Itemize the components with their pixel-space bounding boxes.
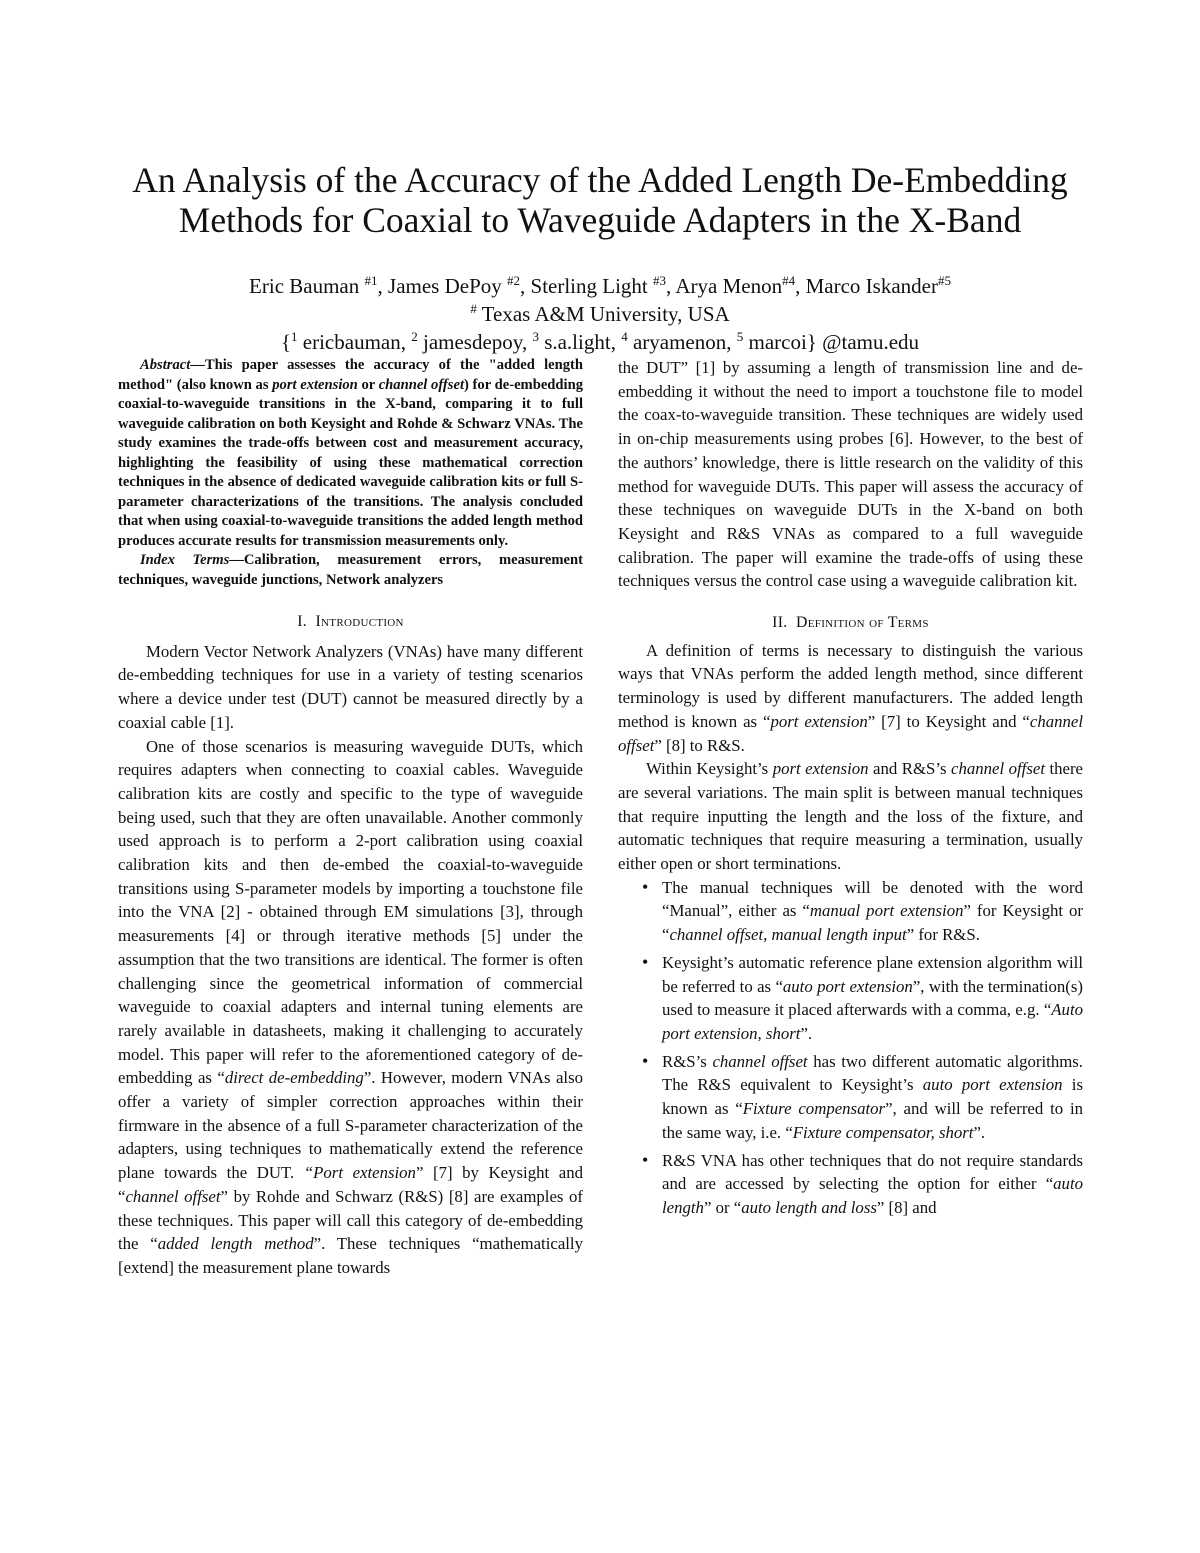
email-id: jamesdepoy [422, 330, 522, 354]
email-mark: 1 [291, 329, 298, 344]
text-run: Keysight’s automatic reference plane extension algorithm will be referred to as “ [662, 952, 1083, 996]
section-number: I. [297, 613, 307, 630]
text-run: has two different automatic algorithms. The R&S equivalent to Keysight’s [662, 1051, 1084, 1095]
italic-term: direct de-embedding [224, 1068, 364, 1088]
email-mark: 4 [621, 329, 628, 344]
author-mark: #5 [937, 273, 951, 288]
text-run: is known as “ [662, 1075, 1083, 1119]
section-title: Introduction [315, 613, 404, 630]
text-run: ”. [800, 1023, 813, 1043]
email-mark: 2 [411, 329, 418, 344]
italic-term: port extension [770, 711, 868, 731]
author-name: Sterling Light [530, 274, 654, 298]
text-run: ” for Keysight or “ [662, 901, 1083, 945]
italic-term: auto length [662, 1174, 1083, 1217]
text-run: R&S’s [662, 1051, 713, 1071]
author-mark: #3 [653, 273, 667, 288]
paragraph [118, 735, 583, 1280]
text-run: there are several variations. The main split is between manual techniques that require inputting the length and the loss of the fixture, and automatic techniques that require measuring a termination, usually either open or short terminations. [618, 759, 1084, 874]
right-column [618, 356, 1083, 1224]
author-name: James DePoy [388, 274, 508, 298]
italic-term: auto length and loss [741, 1197, 877, 1217]
text-run: ”. [973, 1122, 986, 1142]
author-emails: {$^1$ ericbauman, $^2$ jamesdepoy, $^3$ s.a.light, $^4$ aryamenon, $^5$ marcoi} @tamu.edu [280, 329, 920, 354]
bullet-item [662, 1050, 1083, 1145]
italic-term: port extension [772, 759, 869, 779]
email-mark: 5 [736, 329, 744, 344]
italic-term: channel offset, manual length input [669, 925, 907, 945]
abstract-text: or [357, 376, 379, 393]
email-id: s.a.light [544, 330, 611, 354]
text-run: ”. However, modern VNAs also offer a variety of simpler correction approaches within their firmware in the absence of a full S-parameter characterization of the adapters, using techniques to mathematically extend the reference plane towards the DUT. [118, 1068, 583, 1183]
index-terms-dash: — [229, 552, 244, 568]
section-number: II. [772, 614, 788, 632]
email-id: aryamenon [632, 330, 727, 354]
title-line-2: Methods for Coaxial to Waveguide Adapters in the X-Band [178, 200, 1022, 240]
text-run: and R&S’s [868, 759, 952, 779]
text-run: One of those scenarios is measuring waveguide DUTs, which requires adapters when connecting to coaxial cables. Waveguide calibration kits are costly and specific to the type of waveguide being used, such that they are often unavailable. Another commonly used approach is to perform a 2-port calibration using coaxial calibration kits and then de-embed the coaxial-to-waveguide transitions using S-parameter models by importing a touchstone file into the VNA [2] - obtained through EM simulations [3], through measurements [4] or through iterative methods [5] under the assumption that the two transitions are identical. The former is often challenging since the geometrical information of commercial waveguide to coaxial adapters and internal tuning elements are rarely available in datasheets, making it challenging to accurately model. This paper will refer to the aforementioned category of de-embedding as “ [118, 736, 583, 1088]
italic-term: channel offset [712, 1051, 808, 1071]
abstract-label: Abstract [140, 357, 191, 373]
index-terms-label: Index Terms [140, 552, 230, 568]
affiliation-mark: # [470, 301, 477, 316]
author-names: Eric Bauman $^{\#1}$, James DePoy $^{\#2}$, Sterling Light $^{\#3}$, Arya Menon$^{\#4}$, Marco Iskander$^{\#5}$ [249, 273, 951, 298]
paragraph [618, 757, 1083, 876]
abstract-term: channel offset [378, 376, 465, 393]
italic-term: channel offset [125, 1186, 221, 1206]
index-terms-text: Calibration, measurement errors, measurement techniques, waveguide junctions, Network analyzers [118, 552, 583, 588]
text-run: ” or “ [703, 1197, 742, 1217]
text-run: ” [7] to Keysight and “ [867, 711, 1030, 731]
title-line-1: An Analysis of the Accuracy of the Added Length De-Embedding [132, 160, 1068, 200]
text-run: ”, with the termination(s) used to measure it placed afterwards with a comma, e.g. “ [662, 976, 1083, 1020]
section-title: Definition of Terms [796, 614, 929, 632]
italic-term: Fixture compensator [742, 1099, 886, 1119]
abstract-dash: — [190, 357, 205, 373]
section-heading [118, 610, 583, 634]
text-run: ”, and will be referred to in the same way, i.e. “ [662, 1099, 1084, 1142]
left-column [118, 356, 583, 1280]
italic-term: “Port extension [303, 1163, 416, 1183]
italic-term: added length method [157, 1234, 314, 1254]
author-mark: #1 [364, 273, 378, 288]
text-run: Within Keysight’s [646, 759, 773, 779]
text-run: ” by Rohde and Schwarz (R&S) [8] are examples of these techniques. This paper will call this category of de-embedding the “ [118, 1186, 583, 1254]
author-mark: #2 [507, 273, 521, 288]
italic-term: auto port extension [782, 976, 913, 996]
email-domain: @tamu.edu [822, 330, 920, 354]
text-run: R&S VNA has other techniques that do not require standards and are accessed by selecting the option for either “ [662, 1150, 1083, 1194]
paragraph-continued: the DUT” [1] by assuming a length of transmission line and de-embedding it without the need to import a touchstone file to model the coax-to-waveguide transition. These techniques are widely used in on-chip measurements using probes [6]. However, to the best of the authors’ knowledge, there is little research on the validity of this method for waveguide DUTs. This paper will assess the accuracy of these techniques on waveguide DUTs in the X-band on both Keysight and R&S VNAs as compared to a full waveguide calibration. The paper will examine the trade-offs of using these techniques versus the control case using a waveguide calibration kit. [618, 358, 1083, 591]
italic-term: Auto port extension, short [662, 1000, 1083, 1043]
italic-term: channel offset [618, 711, 1083, 755]
abstract-text: This paper assesses the accuracy of the "added length method" (also known as [118, 357, 583, 393]
email-mark: 3 [532, 329, 539, 344]
email-id: ericbauman [302, 330, 401, 354]
bullet-item [662, 1149, 1083, 1220]
text-run: ” [7] by Keysight and “ [118, 1163, 583, 1206]
text-run: ” for R&S. [906, 925, 980, 945]
paragraph [618, 639, 1083, 758]
paper-title [60, 160, 1140, 240]
email-id: marcoi [748, 330, 807, 354]
text-run: ” [8] to R&S. [654, 735, 745, 755]
bullet-item [662, 876, 1083, 947]
bullet-item [662, 951, 1083, 1046]
index-terms [118, 551, 583, 590]
author-name: Marco Iskander [805, 274, 938, 298]
abstract-text: ) for de-embedding coaxial-to-waveguide transitions in the X-band, comparing it to full waveguide calibration on both Keysight and Rohde & Schwarz VNAs. The study examines the trade-offs between cost and measurement accuracy, highlighting the feasibility of using these mathematical correction techniques in the absence of dedicated waveguide calibration kits or full S-parameter characterizations of the transitions. The analysis concluded that when using coaxial-to-waveguide transitions the added length method produces accurate results for transmission measurements only. [118, 376, 583, 549]
affiliation-text: Texas A&M University, USA [476, 302, 730, 326]
author-block [60, 272, 1140, 356]
affiliation [60, 300, 1140, 328]
text-run: A definition of terms is necessary to distinguish the various ways that VNAs perform the added length method, since different terminology is used by different manufacturers. The added length method is known as “ [618, 640, 1083, 731]
italic-term: auto port extension [922, 1075, 1063, 1095]
abstract [118, 356, 583, 551]
italic-term: Fixture compensator, short [792, 1122, 974, 1142]
author-mark: #4 [782, 273, 796, 288]
italic-term: manual port extension [809, 901, 964, 921]
abstract-term: port extension [272, 376, 358, 393]
text-run: ”. These techniques “mathematically [extend] the measurement plane towards [118, 1234, 583, 1277]
bullet-list [618, 876, 1083, 1220]
section-heading [618, 611, 1083, 635]
text-run: ” [8] and [876, 1197, 937, 1217]
text-run: The manual techniques will be denoted with the word “Manual”, either as “ [662, 877, 1083, 921]
italic-term: channel offset [951, 759, 1045, 779]
paragraph: Modern Vector Network Analyzers (VNAs) have many different de-embedding techniques for use in a variety of testing scenarios where a device under test (DUT) cannot be measured directly by a coaxial cable [1]. [118, 641, 583, 732]
author-name: Eric Bauman [249, 274, 365, 298]
author-name: Arya Menon [675, 274, 783, 298]
